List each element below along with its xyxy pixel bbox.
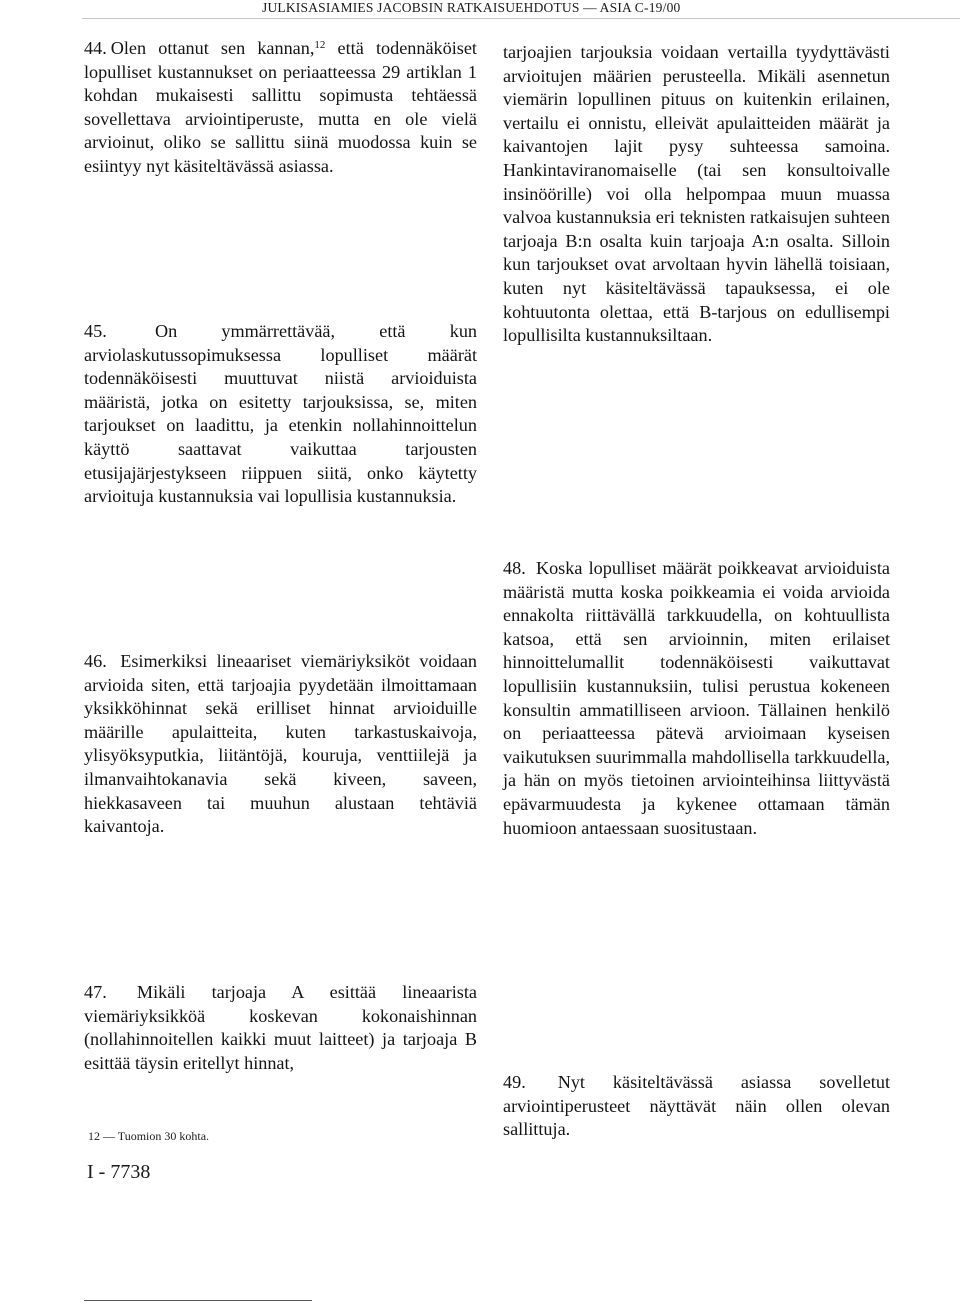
paragraph-49 bbox=[503, 1071, 890, 1142]
paragraph-number: 48. bbox=[503, 558, 526, 578]
paragraph-text: Olen ottanut sen kannan, bbox=[110, 38, 315, 58]
paragraph-number: 44. bbox=[84, 38, 107, 58]
paragraph-48 bbox=[503, 557, 890, 840]
paragraph-text: Koska lopulliset määrät poikkeavat arvioiduista määristä mutta koska poikkeamia ei voida arvioida ennakolta riittävällä tarkkuudella, on kohtuullista katsoa, että sen arvioinnin, miten erilaiset hinnoittelumallit todennäköisesti vaikuttavat lopullisiin kustannuksiin, tulisi perustua kokeneen konsultin ammatilliseen arvioon. Tällainen henkilö on periaatteessa pätevä arvioimaan kyseisen vaikutuksen suurimmalla mahdollisella tarkkuudella, ja hän on myös tietoinen arviointeihinsa liittyvästä epävarmuudesta ja kykenee ottamaan tämän huomioon antaessaan suositustaan. bbox=[503, 558, 891, 838]
header-divider bbox=[82, 18, 960, 19]
paragraph-number: 46. bbox=[84, 651, 107, 671]
paragraph-number: 45. bbox=[84, 321, 107, 341]
paragraph-47-continued bbox=[503, 41, 890, 348]
paragraph-46 bbox=[84, 650, 477, 839]
paragraph-text: Esimerkiksi lineaariset viemäriyksiköt voidaan arvioida siten, että tarjoajia pyydetään ilmoittamaan yksikköhinnat sekä erilliset hinnat arvioiduille määrille apulaitteita, kuten tarkastuskaivoja, ylisyöksyputkia, liitäntöjä, kouruja, venttiilejä ja ilmanvaihtokanavia sekä kiveen, saveen, hiekkasaveen tai muuhun alustaan tehtäviä kaivantoja. bbox=[84, 651, 477, 837]
footnote: 12 — Tuomion 30 kohta. bbox=[88, 1129, 210, 1143]
paragraph-47 bbox=[84, 981, 477, 1075]
paragraph-text: On ymmärrettävää, että kun arviolaskutussopimuksessa lopulliset määrät todennäköisesti muuttuvat niistä arvioiduista määristä, jotka on esitetty tarjouksissa, se, miten tarjoukset on laadittu, ja etenkin nollahinnoittelun käyttö saattavat vaikuttaa tarjousten etusijajärjestykseen riippuen siitä, onko käytetty arvioituja kustannuksia vai lopullisia kustannuksia. bbox=[84, 321, 478, 507]
paragraph-44 bbox=[84, 37, 477, 179]
paragraph-text: että todennäköiset lopulliset kustannukset on periaatteessa 29 artiklan 1 kohdan mukaisesti sallittu sopimusta tehtäessä sovellettava arviointiperuste, mutta en ole vielä arvioinut, oliko se sallittu siinä muodossa kuin se esiintyy nyt käsiteltävässä asiassa. bbox=[84, 38, 477, 176]
paragraph-number: 49. bbox=[503, 1072, 526, 1092]
bottom-rule bbox=[84, 1300, 312, 1301]
paragraph-45 bbox=[84, 320, 477, 509]
paragraph-text: Mikäli tarjoaja A esittää lineaarista viemäriyksikköä koskevan kokonaishinnan (nollahinnoitellen kaikki muut laitteet) ja tarjoaja B esittää täysin eritellyt hinnat, bbox=[84, 982, 477, 1073]
paragraph-text: Nyt käsiteltävässä asiassa sovelletut arviointiperusteet näyttävät näin ollen olevan sallittuja. bbox=[503, 1072, 891, 1140]
footnote-reference[interactable]: 12 bbox=[314, 39, 326, 51]
page-number: I - 7738 bbox=[87, 1161, 151, 1183]
running-header: JULKISASIAMIES JACOBSIN RATKAISUEHDOTUS — ASIA C-19/00 bbox=[262, 0, 681, 15]
paragraph-number: 47. bbox=[84, 982, 107, 1002]
paragraph-text: tarjoajien tarjouksia voidaan vertailla tyydyttävästi arvioitujen määrien perusteella. Mikäli asennetun viemärin lopullinen pituus on kuitenkin erilainen, vertailu ei onnistu, elleivät apulaitteiden määrät ja kaivantojen lajit pysy suhteessa samoina. Hankintaviranomaiselle (tai sen konsultoivalle insinöörille) voi olla helpompaa muun muassa valvoa kustannuksia eri teknisten ratkaisujen suhteen tarjoaja B:n osalta kuin tarjoaja A:n osalta. Silloin kun tarjoukset ovat arvoltaan hyvin lähellä toisiaan, kuten nyt käsiteltävässä tapauksessa, ei ole kohtuutonta olettaa, että B-tarjous on edullisempi lopullisilta kustannuksiltaan. bbox=[503, 42, 890, 346]
